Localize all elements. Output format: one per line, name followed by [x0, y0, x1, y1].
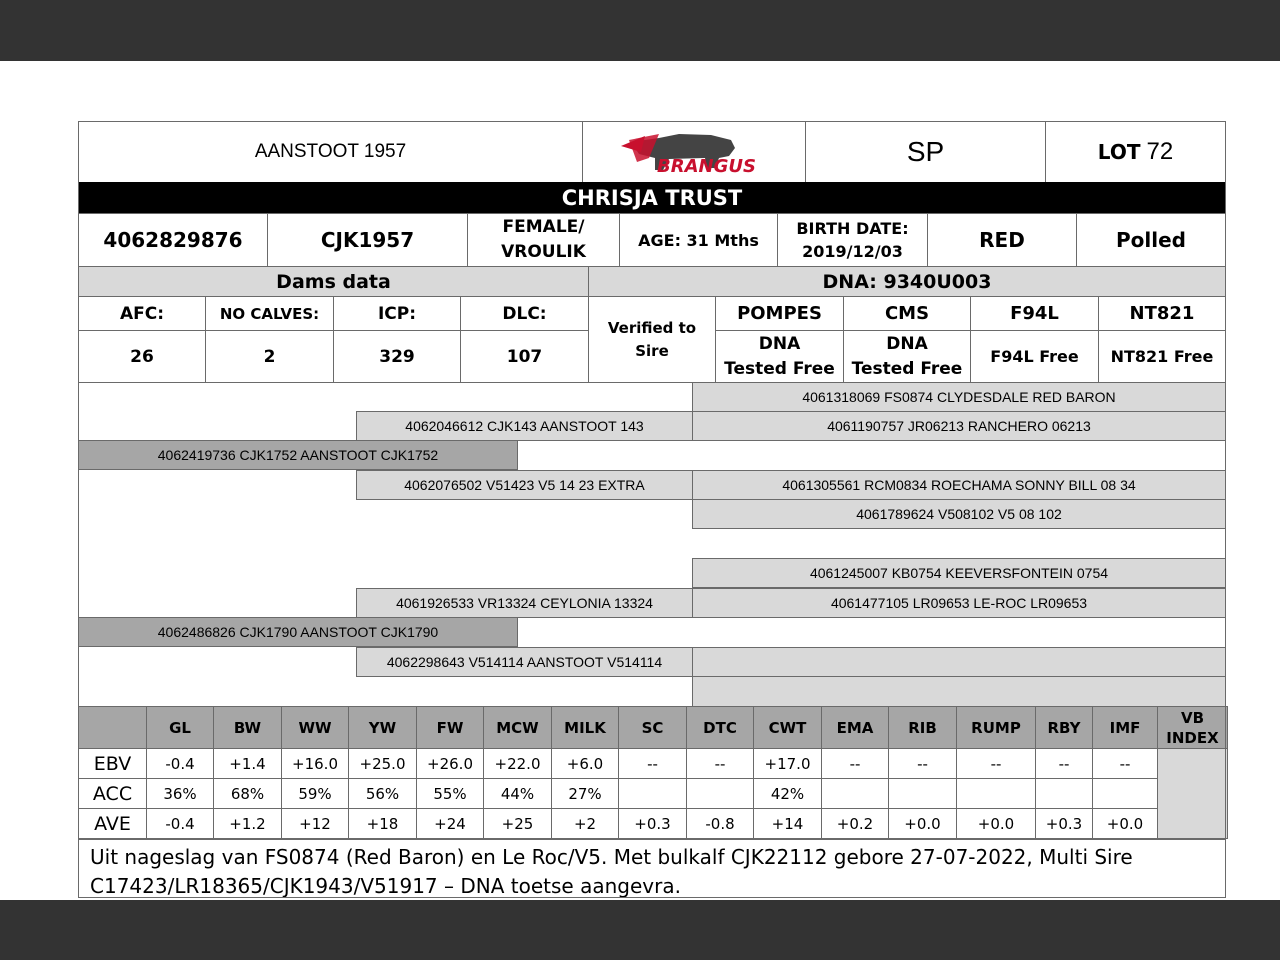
table-cell: 42%: [754, 779, 822, 809]
no-calves-value: 2: [205, 330, 334, 383]
table-cell: 44%: [484, 779, 552, 809]
pedigree-sire: 4062419736 CJK1752 AANSTOOT CJK1752: [78, 440, 518, 470]
table-cell: +6.0: [552, 749, 619, 779]
table-cell: +16.0: [282, 749, 349, 779]
table-cell: +2: [552, 809, 619, 839]
bull-logo-icon: [619, 128, 769, 176]
col-header: YW: [349, 707, 417, 749]
table-cell: -0.4: [147, 809, 214, 839]
table-cell: +14: [754, 809, 822, 839]
animal-name: AANSTOOT 1957: [78, 121, 583, 183]
ave-row: [79, 809, 1228, 839]
row-label: EBV: [79, 749, 147, 779]
owner-banner: CHRISJA TRUST: [78, 182, 1226, 214]
table-cell: +25.0: [349, 749, 417, 779]
nt821-label: NT821: [1098, 296, 1226, 331]
brangus-logo: [582, 121, 806, 183]
comments-note: Uit nageslag van FS0874 (Red Baron) en Le Roc/V5. Met bulkalf CJK22112 gebore 27-07-2022, Multi Sire C17423/LR18365/CJK1943/V51917 – DNA toetse aangevra.: [78, 839, 1226, 898]
ebv-row: [79, 749, 1228, 779]
ebv-table: [78, 706, 1228, 839]
table-cell: [1093, 779, 1158, 809]
top-letterbox-bar: [0, 0, 1280, 61]
dlc-label: DLC:: [460, 296, 589, 331]
vb-index-value: [1158, 749, 1228, 839]
lot-label: LOT: [1097, 140, 1141, 164]
table-cell: --: [1093, 749, 1158, 779]
birth-date: 2019/12/03: [802, 242, 903, 261]
table-cell: +22.0: [484, 749, 552, 779]
table-cell: [619, 779, 687, 809]
col-header: FW: [417, 707, 484, 749]
col-header: BW: [214, 707, 282, 749]
table-cell: +0.3: [1036, 809, 1093, 839]
table-cell: +12: [282, 809, 349, 839]
table-cell: +18: [349, 809, 417, 839]
table-cell: --: [889, 749, 957, 779]
col-header: CWT: [754, 707, 822, 749]
f94l-label: F94L: [970, 296, 1099, 331]
table-cell: --: [619, 749, 687, 779]
pedigree-sire-dam: 4062076502 V51423 V5 14 23 EXTRA: [356, 470, 693, 500]
col-header: MILK: [552, 707, 619, 749]
pompes-label: POMPES: [715, 296, 844, 331]
table-cell: [1036, 779, 1093, 809]
pedigree-dam-sire-dam: 4061477105 LR09653 LE-ROC LR09653: [692, 588, 1226, 618]
ebv-corner-cell: [79, 707, 147, 749]
animal-horn-status: Polled: [1076, 213, 1226, 267]
vb-index-header: VB INDEX: [1158, 707, 1228, 749]
table-cell: +0.0: [957, 809, 1036, 839]
table-cell: 36%: [147, 779, 214, 809]
table-cell: --: [822, 749, 889, 779]
col-header: SC: [619, 707, 687, 749]
pedigree-sire-dam-sire: 4061305561 RCM0834 ROECHAMA SONNY BILL 08 34: [692, 470, 1226, 500]
lot-number: 72: [1146, 138, 1174, 165]
table-cell: +24: [417, 809, 484, 839]
pedigree-dam: 4062486826 CJK1790 AANSTOOT CJK1790: [78, 617, 518, 647]
pedigree-sire-dam-dam: 4061789624 V508102 V5 08 102: [692, 499, 1226, 529]
table-cell: 59%: [282, 779, 349, 809]
acc-row: [79, 779, 1228, 809]
table-cell: +0.0: [1093, 809, 1158, 839]
table-cell: +0.0: [889, 809, 957, 839]
table-cell: +25: [484, 809, 552, 839]
cms-label: CMS: [843, 296, 971, 331]
svg-text:BRANGUS: BRANGUS: [657, 156, 756, 176]
row-label: ACC: [79, 779, 147, 809]
table-cell: [822, 779, 889, 809]
col-header: RIB: [889, 707, 957, 749]
table-cell: +1.4: [214, 749, 282, 779]
pedigree-dam-sire: 4061926533 VR13324 CEYLONIA 13324: [356, 588, 693, 618]
dlc-value: 107: [460, 330, 589, 383]
table-cell: --: [1036, 749, 1093, 779]
icp-value: 329: [333, 330, 461, 383]
dams-data-title: Dams data: [78, 266, 589, 297]
animal-age: AGE: 31 Mths: [619, 213, 778, 267]
animal-code: CJK1957: [267, 213, 468, 267]
table-cell: [957, 779, 1036, 809]
table-cell: [889, 779, 957, 809]
table-cell: -0.4: [147, 749, 214, 779]
animal-colour: RED: [927, 213, 1077, 267]
table-cell: +0.3: [619, 809, 687, 839]
table-cell: +17.0: [754, 749, 822, 779]
no-calves-label: NO CALVES:: [205, 296, 334, 331]
col-header: RUMP: [957, 707, 1036, 749]
table-cell: 27%: [552, 779, 619, 809]
col-header: EMA: [822, 707, 889, 749]
table-cell: --: [957, 749, 1036, 779]
afc-label: AFC:: [78, 296, 206, 331]
birth-date-box: [777, 213, 928, 267]
lot-box: [1045, 121, 1226, 183]
pedigree-dam-dam-dam: [692, 676, 1226, 707]
dna-title: DNA: 9340U003: [588, 266, 1226, 297]
col-header: IMF: [1093, 707, 1158, 749]
table-cell: +0.2: [822, 809, 889, 839]
afc-value: 26: [78, 330, 206, 383]
pedigree-sire-sire-sire: 4061318069 FS0874 CLYDESDALE RED BARON: [692, 382, 1226, 412]
cms-value: DNA Tested Free: [843, 330, 971, 383]
nt821-value: NT821 Free: [1098, 330, 1226, 383]
col-header: GL: [147, 707, 214, 749]
f94l-value: F94L Free: [970, 330, 1099, 383]
verified-to-sire: Verified to Sire: [588, 296, 716, 383]
animal-id: 4062829876: [78, 213, 268, 267]
pedigree-sire-sire-dam: 4061190757 JR06213 RANCHERO 06213: [692, 411, 1226, 441]
col-header: WW: [282, 707, 349, 749]
birth-date-label: BIRTH DATE:: [796, 219, 909, 238]
table-cell: +26.0: [417, 749, 484, 779]
ebv-header-row: [79, 707, 1228, 749]
pedigree-dam-dam-sire: [692, 647, 1226, 677]
icp-label: ICP:: [333, 296, 461, 331]
row-label: AVE: [79, 809, 147, 839]
col-header: MCW: [484, 707, 552, 749]
pedigree-dam-dam: 4062298643 V514114 AANSTOOT V514114: [356, 647, 693, 677]
table-cell: --: [687, 749, 754, 779]
table-cell: 55%: [417, 779, 484, 809]
pompes-value: DNA Tested Free: [715, 330, 844, 383]
grade: SP: [805, 121, 1046, 183]
col-header: DTC: [687, 707, 754, 749]
table-cell: [687, 779, 754, 809]
table-cell: +1.2: [214, 809, 282, 839]
animal-sex: FEMALE/ VROULIK: [467, 213, 620, 267]
col-header: RBY: [1036, 707, 1093, 749]
pedigree-sire-sire: 4062046612 CJK143 AANSTOOT 143: [356, 411, 693, 441]
table-cell: 68%: [214, 779, 282, 809]
table-cell: -0.8: [687, 809, 754, 839]
pedigree-dam-sire-sire: 4061245007 KB0754 KEEVERSFONTEIN 0754: [692, 558, 1226, 588]
table-cell: 56%: [349, 779, 417, 809]
bottom-letterbox-bar: [0, 900, 1280, 960]
